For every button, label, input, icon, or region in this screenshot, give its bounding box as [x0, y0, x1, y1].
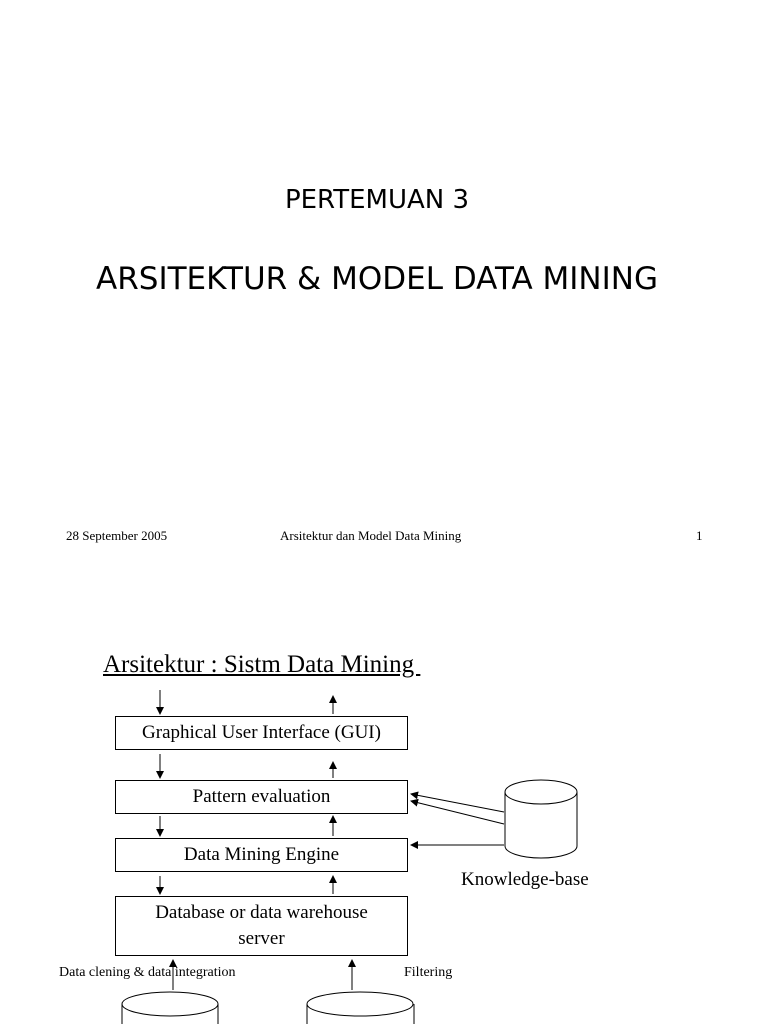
pattern-evaluation-label: Pattern evaluation [192, 786, 331, 807]
data-mining-engine-label: Data Mining Engine [183, 844, 340, 865]
diagram-title: Arsitektur : Sistm Data Mining [103, 651, 421, 678]
pattern-evaluation-box [115, 780, 408, 814]
footer-date: 28 September 2005 [66, 528, 168, 543]
database-server-label: Database or data warehouse server [155, 902, 368, 949]
knowledge-base-cylinder-icon [505, 780, 577, 858]
gui-box-label: Graphical User Interface (GUI) [142, 722, 381, 743]
footer-title: Arsitektur dan Model Data Mining [280, 528, 462, 543]
arrow-kb-to-pattern-2 [411, 801, 504, 824]
slide-architecture-diagram [0, 580, 768, 1024]
filtering-label: Filtering [404, 965, 453, 980]
arrow-kb-to-pattern-1 [411, 794, 504, 812]
gui-box [115, 716, 408, 750]
source-database-left-icon [122, 992, 218, 1024]
data-mining-engine-box [115, 838, 408, 872]
slide-title: ARSITEKTUR & MODEL DATA MINING [96, 261, 658, 297]
slide-subtitle: PERTEMUAN 3 [284, 185, 470, 215]
database-server-box [115, 896, 408, 956]
footer-page-number: 1 [696, 528, 703, 543]
source-database-right-icon [307, 992, 414, 1024]
data-cleaning-label: Data clening & data integration [59, 965, 236, 980]
knowledge-base-label: Knowledge-base [461, 869, 589, 890]
